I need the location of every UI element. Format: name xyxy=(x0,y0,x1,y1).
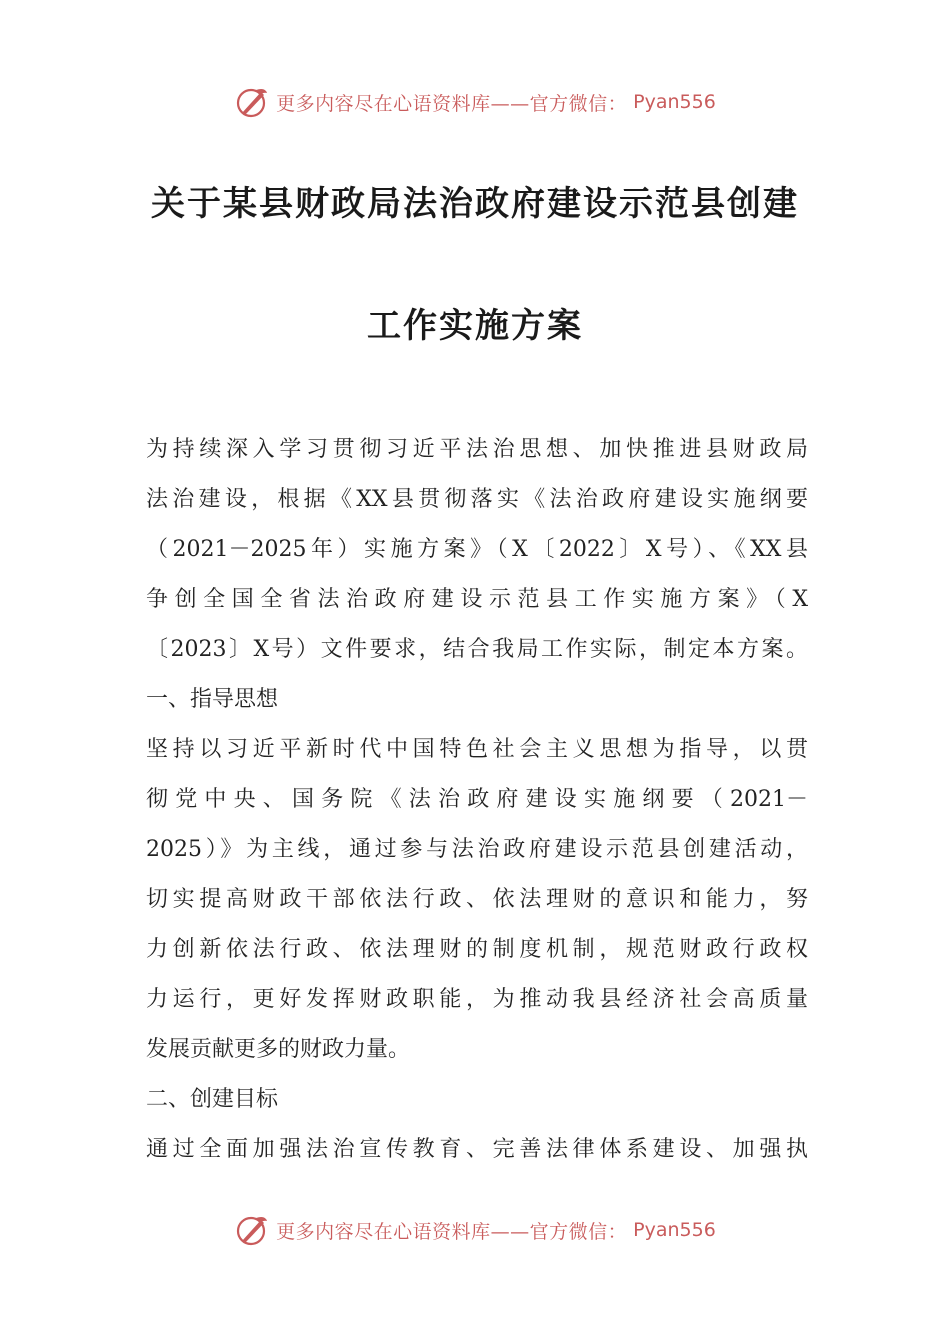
body-line: 彻党中央、国务院《法治政府建设实施纲要（2021－ xyxy=(146,787,808,812)
footer-watermark xyxy=(0,1210,950,1250)
body-line: 力创新依法行政、依法理财的制度机制，规范财政行政权 xyxy=(146,937,808,962)
body-line: 通过全面加强法治宣传教育、完善法律体系建设、加强执 xyxy=(146,1137,808,1162)
body-line: 力运行，更好发挥财政职能，为推动我县经济社会高质量 xyxy=(146,987,808,1012)
header-watermark xyxy=(0,82,950,122)
quill-logo-icon xyxy=(234,1212,270,1248)
body-line: 坚持以习近平新时代中国特色社会主义思想为指导，以贯 xyxy=(146,737,808,762)
document-title-line-1: 关于某县财政局法治政府建设示范县创建 xyxy=(151,184,799,224)
watermark-text: 更多内容尽在心语资料库——官方微信： xyxy=(276,92,628,115)
body-line: 2025）》为主线，通过参与法治政府建设示范县创建活动， xyxy=(146,837,808,862)
watermark-contact: Pyan556 xyxy=(633,1219,716,1241)
watermark-text: 更多内容尽在心语资料库——官方微信： xyxy=(276,1220,628,1243)
document-title-line-2: 工作实施方案 xyxy=(367,306,583,346)
body-line: 〔2023〕X号）文件要求，结合我局工作实际，制定本方案。 xyxy=(146,637,808,662)
body-line: 发展贡献更多的财政力量。 xyxy=(146,1037,411,1062)
body-line: 法治建设，根据《XX县贯彻落实《法治政府建设实施纲要 xyxy=(146,487,808,512)
body-line: 为持续深入学习贯彻习近平法治思想、加快推进县财政局 xyxy=(146,437,808,462)
document-body xyxy=(146,425,808,1175)
body-line: 争创全国全省法治政府建设示范县工作实施方案》（X xyxy=(146,587,808,612)
body-line: 一、指导思想 xyxy=(146,687,279,712)
body-line: 二、创建目标 xyxy=(146,1087,279,1112)
body-line: （2021－2025年）实施方案》（X〔2022〕X号）、《XX县 xyxy=(146,537,808,562)
quill-logo-icon xyxy=(234,84,270,120)
body-line: 切实提高财政干部依法行政、依法理财的意识和能力，努 xyxy=(146,887,808,912)
watermark-contact: Pyan556 xyxy=(633,91,716,113)
